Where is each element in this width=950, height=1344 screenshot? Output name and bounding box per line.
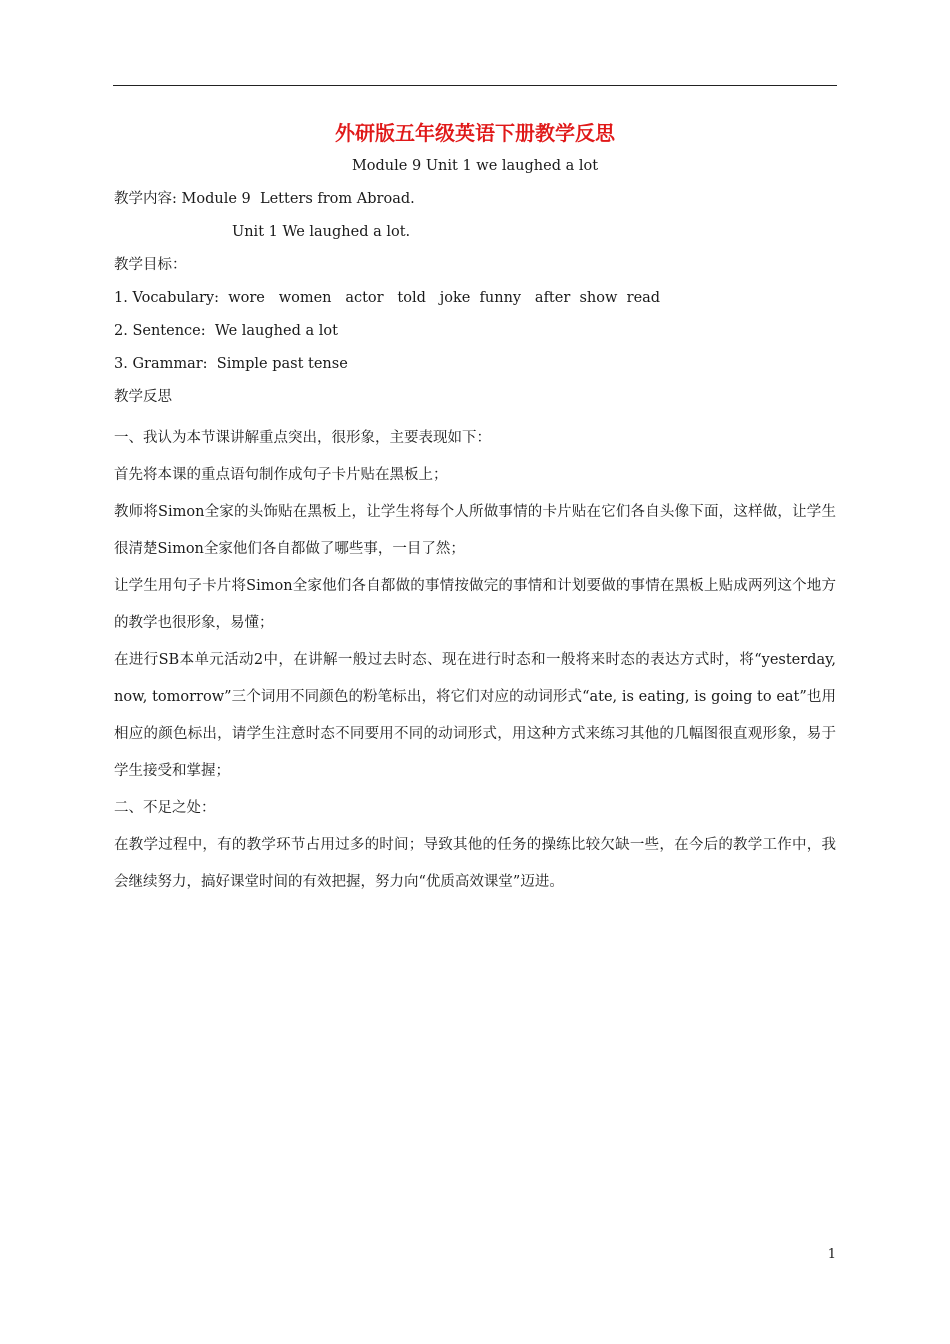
header-rule — [113, 85, 837, 86]
paragraph-3: 让学生用句子卡片将Simon全家他们各自都做的事情按做完的事情和计划要做的事情在黑板上贴成两列这个地方的教学也很形象，易懂； — [114, 578, 836, 631]
content-line-unit: Unit 1 We laughed a lot. — [232, 224, 411, 240]
paragraph-5: 在教学过程中，有的教学环节占用过多的时间；导致其他的任务的操练比较欠缺一些，在今后的教学工作中，我会继续努力，搞好课堂时间的有效把握，努力向“优质高效课堂”迈进。 — [114, 837, 836, 890]
goals-heading: 教学目标： — [114, 257, 187, 273]
reflection-heading: 教学反思 — [114, 389, 172, 405]
paragraph-2: 教师将Simon全家的头饰贴在黑板上，让学生将每个人所做事情的卡片贴在它们各自头像下面，这样做，让学生很清楚Simon全家他们各自都做了哪些事，一目了然； — [114, 504, 836, 557]
goal-sentence: 2. Sentence: We laughed a lot — [114, 323, 338, 339]
document-subtitle: Module 9 Unit 1 we laughed a lot — [351, 158, 599, 174]
section-1-heading: 一、我认为本节课讲解重点突出，很形象，主要表现如下： — [114, 430, 491, 446]
paragraph-4: 在进行SB本单元活动2中，在讲解一般过去时态、现在进行时态和一般将来时态的表达方式时，将“yesterday, now, tomorrow”三个词用不同颜色的粉笔标出，将它们对应的动词形式“ate, is eating, is going to eat”也用相应的颜色标出，请学生注意时态不同要用不同的动词形式，用这种方式来练习其他的几幅图很直观形象，易于学生接受和掌握； — [114, 652, 836, 779]
page-number: 1 — [827, 1247, 836, 1262]
section-2-heading: 二、不足之处： — [114, 800, 216, 816]
goal-grammar: 3. Grammar: Simple past tense — [114, 356, 348, 372]
content-line: 教学内容: Module 9 Letters from Abroad. — [114, 191, 415, 207]
paragraph-1: 首先将本课的重点语句制作成句子卡片贴在黑板上； — [114, 467, 448, 483]
document-body — [114, 118, 836, 901]
goal-vocabulary: 1. Vocabulary: wore women actor told joke funny after show read — [114, 290, 661, 306]
document-title: 外研版五年级英语下册教学反思 — [335, 121, 615, 145]
